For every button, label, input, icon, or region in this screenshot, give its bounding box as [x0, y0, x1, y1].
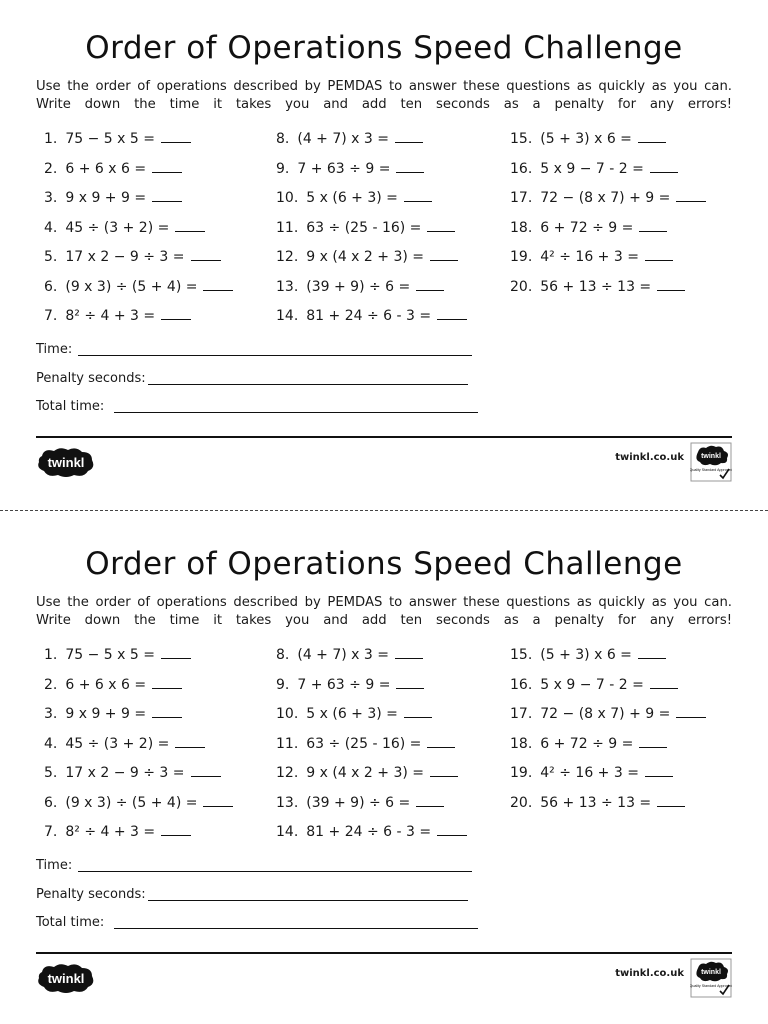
- answer-blank[interactable]: [404, 187, 432, 202]
- answer-blank[interactable]: [191, 246, 221, 261]
- question-number: 12.: [276, 765, 299, 781]
- question-number: 12.: [276, 249, 299, 265]
- question-number: 11.: [276, 735, 299, 752]
- question-expression: 6 + 6 x 6 =: [65, 676, 147, 693]
- question-number: 10.: [276, 706, 299, 722]
- question-expression: 9 x (4 x 2 + 3) =: [306, 249, 425, 265]
- question-item: [44, 217, 205, 237]
- answer-blank[interactable]: [161, 821, 191, 836]
- question-expression: 5 x (6 + 3) =: [306, 190, 398, 206]
- answer-blank[interactable]: [645, 246, 673, 261]
- question-item: [44, 703, 182, 723]
- time-answer-line[interactable]: [78, 354, 472, 356]
- time-label: Time:: [36, 342, 73, 357]
- question-number: 3.: [44, 706, 58, 722]
- answer-blank[interactable]: [203, 276, 233, 291]
- question-expression: 4² ÷ 16 + 3 =: [540, 249, 639, 265]
- question-number: 13.: [276, 794, 299, 811]
- question-expression: 6 + 72 ÷ 9 =: [540, 219, 634, 236]
- total-time-row: [36, 915, 104, 930]
- question-expression: 6 + 6 x 6 =: [65, 160, 147, 177]
- question-item: [510, 733, 667, 753]
- question-item: [44, 128, 191, 148]
- footer-divider: [36, 436, 732, 438]
- question-item: [276, 128, 423, 148]
- question-number: 8.: [276, 647, 290, 663]
- answer-blank[interactable]: [657, 792, 685, 807]
- answer-blank[interactable]: [430, 762, 458, 777]
- instruction-line: Write down the time it takes you and add ten seconds as a penalty for any errors!: [36, 97, 732, 112]
- question-expression: 45 ÷ (3 + 2) =: [65, 735, 170, 752]
- question-item: [510, 187, 706, 207]
- answer-blank[interactable]: [437, 305, 467, 320]
- question-expression: 75 − 5 x 5 =: [65, 647, 155, 663]
- question-expression: 7 + 63 ÷ 9 =: [297, 160, 391, 177]
- instruction-line: Use the order of operations described by PEMDAS to answer these questions as quickly as you can.: [36, 595, 732, 610]
- question-number: 20.: [510, 278, 533, 295]
- question-number: 19.: [510, 765, 533, 781]
- total-time-answer-line[interactable]: [114, 927, 478, 929]
- answer-blank[interactable]: [427, 733, 455, 748]
- worksheet-bottom: [0, 516, 768, 1016]
- question-number: 18.: [510, 735, 533, 752]
- question-expression: 9 x 9 + 9 =: [65, 706, 147, 722]
- answer-blank[interactable]: [676, 703, 706, 718]
- question-expression: 63 ÷ (25 - 16) =: [306, 735, 422, 752]
- question-expression: 56 + 13 ÷ 13 =: [540, 278, 652, 295]
- question-number: 4.: [44, 219, 58, 236]
- answer-blank[interactable]: [396, 158, 424, 173]
- total-time-label: Total time:: [36, 915, 105, 930]
- cut-line: [0, 510, 768, 511]
- answer-blank[interactable]: [676, 187, 706, 202]
- question-item: [276, 246, 458, 266]
- question-expression: 56 + 13 ÷ 13 =: [540, 794, 652, 811]
- question-number: 16.: [510, 160, 533, 177]
- answer-blank[interactable]: [152, 703, 182, 718]
- answer-blank[interactable]: [638, 128, 666, 143]
- question-number: 9.: [276, 676, 290, 693]
- question-expression: (9 x 3) ÷ (5 + 4) =: [65, 794, 198, 811]
- question-expression: 8² ÷ 4 + 3 =: [65, 824, 156, 840]
- answer-blank[interactable]: [175, 733, 205, 748]
- footer-divider: [36, 952, 732, 954]
- badge-subtext: Quality Standard Approved: [690, 984, 732, 988]
- question-number: 6.: [44, 278, 58, 295]
- question-expression: 45 ÷ (3 + 2) =: [65, 219, 170, 236]
- answer-blank[interactable]: [404, 703, 432, 718]
- question-item: [44, 305, 191, 325]
- question-expression: (39 + 9) ÷ 6 =: [306, 794, 411, 811]
- question-number: 3.: [44, 190, 58, 206]
- question-number: 4.: [44, 735, 58, 752]
- website-label: twinkl.co.uk: [615, 968, 684, 979]
- question-item: [276, 305, 467, 325]
- question-number: 5.: [44, 249, 58, 265]
- question-item: [44, 792, 233, 812]
- question-expression: (5 + 3) x 6 =: [540, 131, 632, 147]
- question-number: 6.: [44, 794, 58, 811]
- question-item: [44, 733, 205, 753]
- logo-text: twinkl: [47, 971, 85, 986]
- question-item: [510, 217, 667, 237]
- question-expression: 6 + 72 ÷ 9 =: [540, 735, 634, 752]
- question-item: [44, 158, 182, 178]
- question-item: [44, 187, 182, 207]
- total-time-row: [36, 399, 104, 414]
- answer-blank[interactable]: [650, 674, 678, 689]
- question-number: 14.: [276, 824, 299, 840]
- answer-blank[interactable]: [639, 733, 667, 748]
- question-item: [44, 644, 191, 664]
- answer-blank[interactable]: [395, 128, 423, 143]
- answer-blank[interactable]: [152, 158, 182, 173]
- question-expression: 75 − 5 x 5 =: [65, 131, 155, 147]
- question-item: [510, 246, 673, 266]
- question-item: [276, 217, 455, 237]
- question-number: 14.: [276, 308, 299, 324]
- time-row: [36, 342, 72, 357]
- question-expression: 8² ÷ 4 + 3 =: [65, 308, 156, 324]
- question-item: [276, 821, 467, 841]
- question-item: [276, 276, 444, 296]
- answer-blank[interactable]: [645, 762, 673, 777]
- time-answer-line[interactable]: [78, 870, 472, 872]
- worksheet-title: Order of Operations Speed Challenge: [85, 30, 683, 66]
- question-number: 2.: [44, 160, 58, 177]
- penalty-answer-line[interactable]: [148, 899, 468, 901]
- question-item: [44, 821, 191, 841]
- question-number: 11.: [276, 219, 299, 236]
- question-expression: 5 x 9 − 7 - 2 =: [540, 676, 644, 693]
- answer-blank[interactable]: [191, 762, 221, 777]
- question-number: 16.: [510, 676, 533, 693]
- question-number: 1.: [44, 131, 58, 147]
- question-item: [510, 792, 685, 812]
- answer-blank[interactable]: [657, 276, 685, 291]
- question-expression: 72 − (8 x 7) + 9 =: [540, 190, 671, 206]
- question-item: [510, 276, 685, 296]
- question-item: [276, 733, 455, 753]
- question-number: 19.: [510, 249, 533, 265]
- time-row: [36, 858, 72, 873]
- logo-text: twinkl: [47, 455, 85, 470]
- answer-blank[interactable]: [416, 276, 444, 291]
- question-number: 13.: [276, 278, 299, 295]
- question-item: [276, 187, 432, 207]
- answer-blank[interactable]: [152, 674, 182, 689]
- badge-text: twinkl: [701, 969, 721, 976]
- question-item: [276, 674, 424, 694]
- question-expression: 63 ÷ (25 - 16) =: [306, 219, 422, 236]
- question-number: 15.: [510, 131, 533, 147]
- time-label: Time:: [36, 858, 73, 873]
- question-expression: (39 + 9) ÷ 6 =: [306, 278, 411, 295]
- answer-blank[interactable]: [203, 792, 233, 807]
- answer-blank[interactable]: [152, 187, 182, 202]
- question-number: 8.: [276, 131, 290, 147]
- question-item: [510, 674, 678, 694]
- question-item: [510, 128, 666, 148]
- question-item: [276, 792, 444, 812]
- question-number: 7.: [44, 824, 58, 840]
- total-time-label: Total time:: [36, 399, 105, 414]
- penalty-row: [36, 371, 146, 386]
- question-expression: (4 + 7) x 3 =: [297, 131, 390, 147]
- answer-blank[interactable]: [639, 217, 667, 232]
- question-number: 18.: [510, 219, 533, 236]
- question-item: [276, 703, 432, 723]
- question-number: 17.: [510, 706, 533, 722]
- instruction-line: Write down the time it takes you and add ten seconds as a penalty for any errors!: [36, 613, 732, 628]
- question-number: 9.: [276, 160, 290, 177]
- answer-blank[interactable]: [427, 217, 455, 232]
- badge-text: twinkl: [701, 453, 721, 460]
- question-number: 5.: [44, 765, 58, 781]
- question-expression: 9 x 9 + 9 =: [65, 190, 147, 206]
- question-number: 2.: [44, 676, 58, 693]
- question-item: [44, 762, 221, 782]
- penalty-row: [36, 887, 146, 902]
- answer-blank[interactable]: [161, 305, 191, 320]
- quality-standard-badge: [690, 442, 732, 482]
- answer-blank[interactable]: [395, 644, 423, 659]
- answer-blank[interactable]: [430, 246, 458, 261]
- website-label: twinkl.co.uk: [615, 452, 684, 463]
- instructions: [36, 594, 732, 630]
- worksheet-title: Order of Operations Speed Challenge: [85, 546, 683, 582]
- worksheet-top: [0, 0, 768, 500]
- question-expression: 81 + 24 ÷ 6 - 3 =: [306, 308, 432, 324]
- question-item: [276, 644, 423, 664]
- question-item: [44, 276, 233, 296]
- penalty-answer-line[interactable]: [148, 383, 468, 385]
- question-expression: 9 x (4 x 2 + 3) =: [306, 765, 425, 781]
- answer-blank[interactable]: [416, 792, 444, 807]
- question-number: 17.: [510, 190, 533, 206]
- badge-subtext: Quality Standard Approved: [690, 468, 732, 472]
- answer-blank[interactable]: [161, 644, 191, 659]
- answer-blank[interactable]: [396, 674, 424, 689]
- question-expression: 17 x 2 − 9 ÷ 3 =: [65, 765, 185, 781]
- question-item: [510, 158, 678, 178]
- question-number: 1.: [44, 647, 58, 663]
- instruction-line: Use the order of operations described by PEMDAS to answer these questions as quickly as you can.: [36, 79, 732, 94]
- question-number: 20.: [510, 794, 533, 811]
- question-item: [510, 762, 673, 782]
- question-item: [276, 158, 424, 178]
- penalty-label: Penalty seconds:: [36, 887, 146, 902]
- question-expression: 4² ÷ 16 + 3 =: [540, 765, 639, 781]
- twinkl-logo: [36, 962, 96, 994]
- answer-blank[interactable]: [175, 217, 205, 232]
- question-expression: 7 + 63 ÷ 9 =: [297, 676, 391, 693]
- question-expression: 81 + 24 ÷ 6 - 3 =: [306, 824, 432, 840]
- question-expression: 72 − (8 x 7) + 9 =: [540, 706, 671, 722]
- instructions: [36, 78, 732, 114]
- twinkl-logo: [36, 446, 96, 478]
- question-item: [510, 644, 666, 664]
- question-expression: (4 + 7) x 3 =: [297, 647, 390, 663]
- question-expression: 5 x 9 − 7 - 2 =: [540, 160, 644, 177]
- answer-blank[interactable]: [650, 158, 678, 173]
- answer-blank[interactable]: [437, 821, 467, 836]
- penalty-label: Penalty seconds:: [36, 371, 146, 386]
- question-number: 15.: [510, 647, 533, 663]
- question-expression: 5 x (6 + 3) =: [306, 706, 398, 722]
- total-time-answer-line[interactable]: [114, 411, 478, 413]
- question-item: [44, 674, 182, 694]
- quality-standard-badge: [690, 958, 732, 998]
- question-item: [276, 762, 458, 782]
- question-number: 10.: [276, 190, 299, 206]
- answer-blank[interactable]: [638, 644, 666, 659]
- question-expression: (9 x 3) ÷ (5 + 4) =: [65, 278, 198, 295]
- question-expression: (5 + 3) x 6 =: [540, 647, 632, 663]
- answer-blank[interactable]: [161, 128, 191, 143]
- question-expression: 17 x 2 − 9 ÷ 3 =: [65, 249, 185, 265]
- question-item: [510, 703, 706, 723]
- question-number: 7.: [44, 308, 58, 324]
- question-item: [44, 246, 221, 266]
